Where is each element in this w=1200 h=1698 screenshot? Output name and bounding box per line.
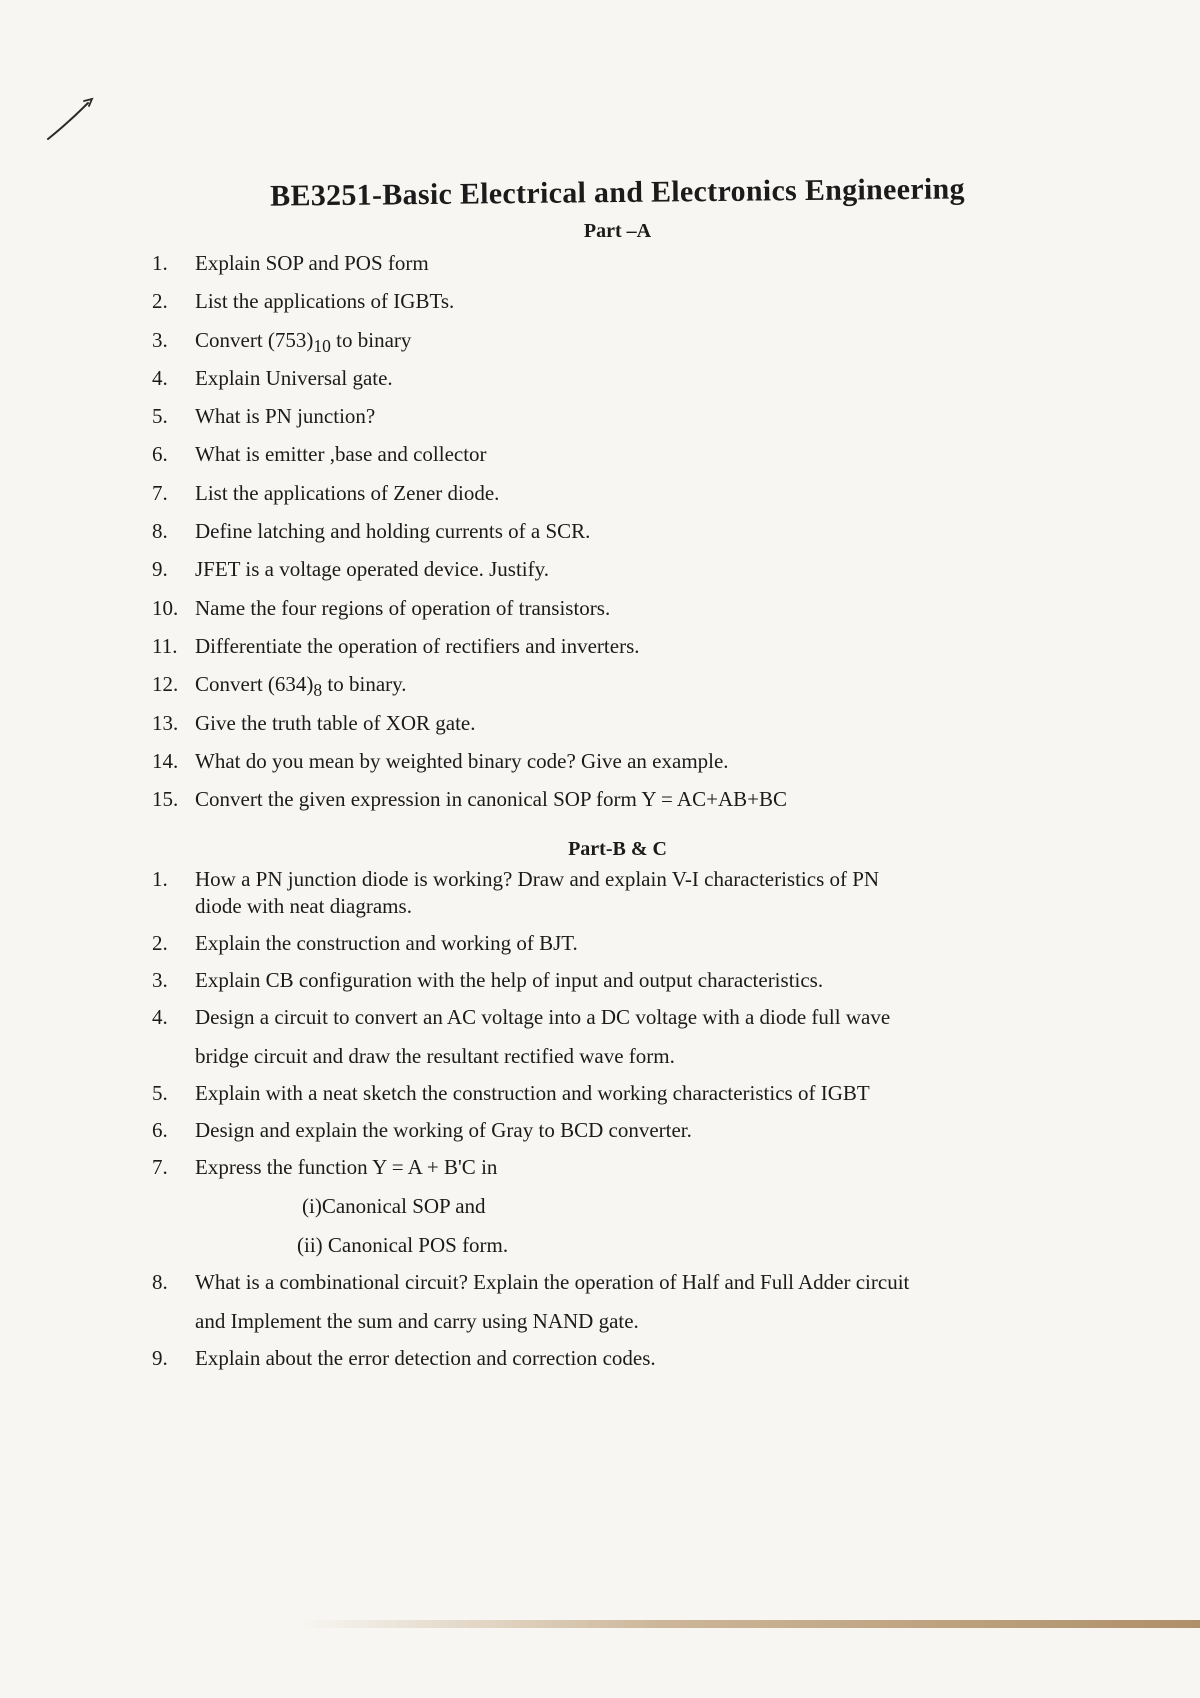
question-text-after: to binary.	[322, 672, 407, 697]
question-line-1: What is a combinational circuit? Explain the operation of Half and Full Adder circuit	[195, 1270, 910, 1294]
question-text-before: Convert (634)	[195, 672, 314, 697]
question-number: 12.	[152, 672, 179, 697]
question-number: 2.	[152, 931, 168, 955]
part-a-question-10	[152, 595, 787, 633]
part-a-question-7	[152, 480, 787, 518]
question-line-1: Design a circuit to convert an AC voltage into a DC voltage with a diode full wave	[195, 1005, 891, 1029]
question-text: Explain CB configuration with the help of input and output characteristics.	[195, 968, 824, 992]
question-number: 2.	[152, 289, 168, 314]
sub-item-canonical-pos: (ii) Canonical POS form.	[297, 1233, 509, 1257]
question-text: Define latching and holding currents of a SCR.	[195, 519, 591, 544]
part-a-question-3	[152, 327, 787, 365]
question-line-2: diode with neat diagrams.	[195, 894, 412, 918]
part-bc-question-8	[152, 1269, 1052, 1335]
part-a-question-14	[152, 748, 787, 786]
part-a-question-13	[152, 710, 787, 748]
question-number: 5.	[152, 1081, 168, 1105]
question-number: 6.	[152, 1118, 168, 1142]
part-a-question-1	[152, 250, 787, 288]
pen-stroke-mark	[44, 95, 96, 145]
question-number: 15.	[152, 787, 179, 812]
sub-item-canonical-sop: (i)Canonical SOP and	[302, 1194, 486, 1218]
question-line-1: How a PN junction diode is working? Draw and explain V-I characteristics of PN	[195, 867, 880, 891]
question-line-1: Express the function Y = A + B'C in	[195, 1155, 498, 1179]
question-text	[195, 671, 407, 704]
part-bc-question-2	[152, 930, 1052, 957]
part-bc-question-1	[152, 866, 1052, 920]
part-bc-question-list	[152, 866, 1052, 1382]
question-text: List the applications of Zener diode.	[195, 480, 500, 505]
part-bc-question-6	[152, 1117, 1052, 1144]
question-text: Explain about the error detection and correction codes.	[195, 1346, 656, 1370]
question-number: 7.	[152, 480, 168, 505]
base-subscript: 8	[313, 680, 323, 701]
question-number: 10.	[152, 595, 179, 620]
question-number: 13.	[152, 710, 179, 735]
question-text: Explain Universal gate.	[195, 365, 393, 390]
question-number: 1.	[152, 251, 168, 275]
question-text-after: to binary	[330, 327, 412, 352]
part-a-question-4	[152, 365, 787, 403]
part-a-question-11	[152, 633, 787, 671]
question-text	[195, 1154, 1045, 1259]
question-text-before: Convert (753)	[195, 327, 314, 352]
question-text: List the applications of IGBTs.	[195, 289, 455, 314]
part-bc-question-9	[152, 1345, 1052, 1372]
question-text	[195, 1004, 1045, 1070]
part-a-question-8	[152, 518, 787, 556]
question-text: What is emitter ,base and collector	[195, 442, 487, 467]
question-text	[195, 1269, 1045, 1335]
question-text	[195, 866, 1045, 920]
part-a-question-15	[152, 786, 787, 824]
part-bc-question-4	[152, 1004, 1052, 1070]
question-line-2: and Implement the sum and carry using NAND gate.	[195, 1309, 639, 1333]
question-number: 9.	[152, 1346, 168, 1370]
question-text: JFET is a voltage operated device. Justify.	[195, 557, 549, 582]
question-text: Name the four regions of operation of transistors.	[195, 595, 611, 620]
question-text: Convert the given expression in canonical SOP form Y = AC+AB+BC	[195, 787, 787, 812]
question-text	[195, 327, 411, 360]
question-text: Differentiate the operation of rectifiers and inverters.	[195, 633, 640, 658]
part-bc-question-5	[152, 1080, 1052, 1107]
part-a-heading: Part –A	[583, 220, 652, 242]
part-a-question-list	[152, 250, 787, 824]
part-a-question-9	[152, 556, 787, 594]
part-a-question-2	[152, 288, 787, 326]
question-number: 4.	[152, 365, 168, 390]
question-number: 8.	[152, 1270, 168, 1294]
question-text: Explain with a neat sketch the construction and working characteristics of IGBT	[195, 1081, 870, 1105]
question-number: 3.	[152, 968, 168, 992]
question-number: 4.	[152, 1005, 168, 1029]
question-text: Explain the construction and working of BJT.	[195, 931, 578, 955]
question-text: Give the truth table of XOR gate.	[195, 710, 476, 735]
question-number: 3.	[152, 327, 168, 352]
question-line-2: bridge circuit and draw the resultant rectified wave form.	[195, 1044, 675, 1068]
base-subscript: 10	[313, 335, 331, 356]
question-text: What is PN junction?	[195, 404, 376, 429]
part-bc-question-3	[152, 967, 1052, 994]
question-number: 1.	[152, 867, 168, 891]
part-a-question-12	[152, 671, 787, 709]
question-number: 8.	[152, 519, 168, 544]
part-a-question-6	[152, 441, 787, 479]
question-text: Design and explain the working of Gray to BCD converter.	[195, 1118, 692, 1142]
question-text: What do you mean by weighted binary code? Give an example.	[195, 748, 729, 773]
question-number: 11.	[152, 633, 178, 658]
question-number: 7.	[152, 1155, 168, 1179]
scan-edge-shadow	[300, 1620, 1200, 1628]
question-text: Explain SOP and POS form	[195, 251, 429, 275]
question-number: 14.	[152, 748, 179, 773]
question-number: 9.	[152, 557, 168, 582]
part-bc-heading: Part-B & C	[568, 838, 667, 860]
part-a-question-5	[152, 403, 787, 441]
part-bc-question-7	[152, 1154, 1052, 1259]
document-title: BE3251-Basic Electrical and Electronics Engineering	[269, 172, 966, 213]
question-number: 5.	[152, 404, 168, 429]
question-number: 6.	[152, 442, 168, 467]
